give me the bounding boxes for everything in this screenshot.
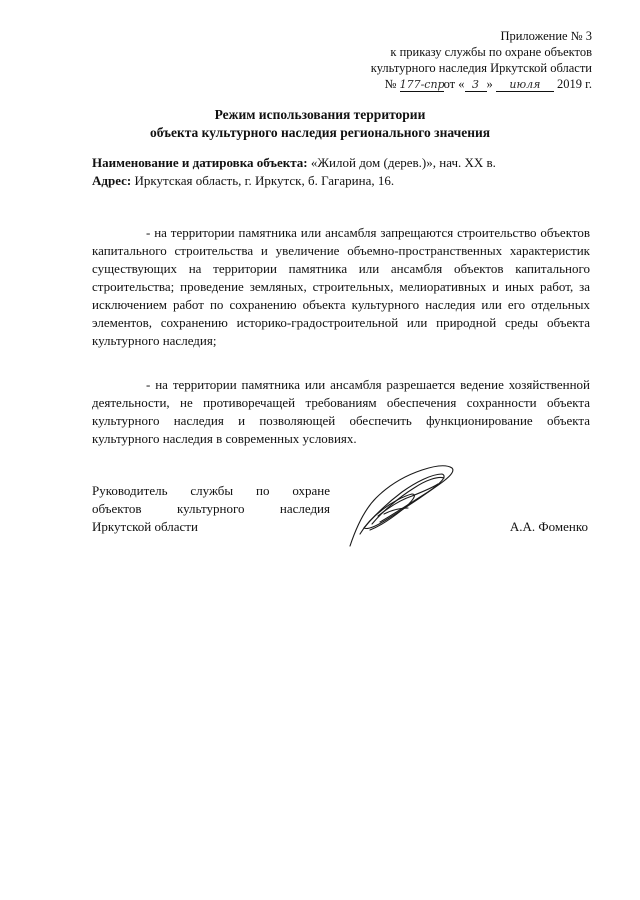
day-close-quote: »	[486, 77, 493, 91]
object-name-value: «Жилой дом (дерев.)», нач. XX в.	[310, 155, 496, 170]
document-title	[0, 106, 640, 142]
object-name-label: Наименование и датировка объекта:	[92, 155, 308, 170]
title-line-1: Режим использования территории	[214, 107, 426, 122]
annex-line-1: Приложение № 3	[500, 29, 592, 43]
object-address-label: Адрес:	[92, 173, 132, 188]
object-address-value: Иркутская область, г. Иркутск, б. Гагарина, 16.	[134, 173, 395, 188]
regime-paragraph-permitted: - на территории памятника или ансамбля разрешается ведение хозяйственной деятельности, не противоречащей требованиям обеспечения сохранности объекта культурного наследия и позволяющей обеспечить функционирование объекта культурного наследия в современных условиях.	[92, 377, 590, 446]
order-number-handwritten: 177-спр	[399, 78, 445, 91]
position-line-3: Иркутской области	[92, 519, 198, 534]
object-info	[92, 154, 590, 190]
annex-line-3: культурного наследия Иркутской области	[370, 61, 592, 75]
position-line-2: объектов культурного наследия	[92, 501, 330, 516]
order-month-handwritten: июля	[496, 78, 554, 92]
number-sign: №	[384, 77, 397, 91]
annex-header	[332, 28, 592, 92]
object-name-row	[92, 154, 590, 172]
title-line-2: объекта культурного наследия регионального значения	[149, 125, 491, 140]
object-address-row	[92, 172, 590, 190]
order-number-line	[332, 76, 592, 92]
order-day-handwritten: 3	[465, 78, 487, 92]
regime-paragraph-prohibited: - на территории памятника или ансамбля запрещаются строительство объектов капитального строительства и увеличение объемно-пространственных характеристик существующих на территории памятника или ансамбля объектов капитального строительства; проведение земляных, строительных, мелиоративных и иных работ, за исключением работ по сохранению объекта культурного наследия или его отдельных элементов, сохранению историко-градостроительной или природной среды объекта культурного наследия;	[92, 225, 590, 348]
annex-line-2: к приказу службы по охране объектов	[390, 45, 592, 59]
signatory-name: А.А. Фоменко	[509, 519, 588, 534]
day-open-quote: «	[458, 77, 465, 91]
position-line-1: Руководитель службы по охране	[92, 483, 330, 498]
date-from-label: от	[443, 77, 456, 91]
handwritten-signature-icon	[342, 458, 462, 550]
signatory-position	[92, 482, 330, 536]
order-year: 2019 г.	[557, 77, 592, 91]
